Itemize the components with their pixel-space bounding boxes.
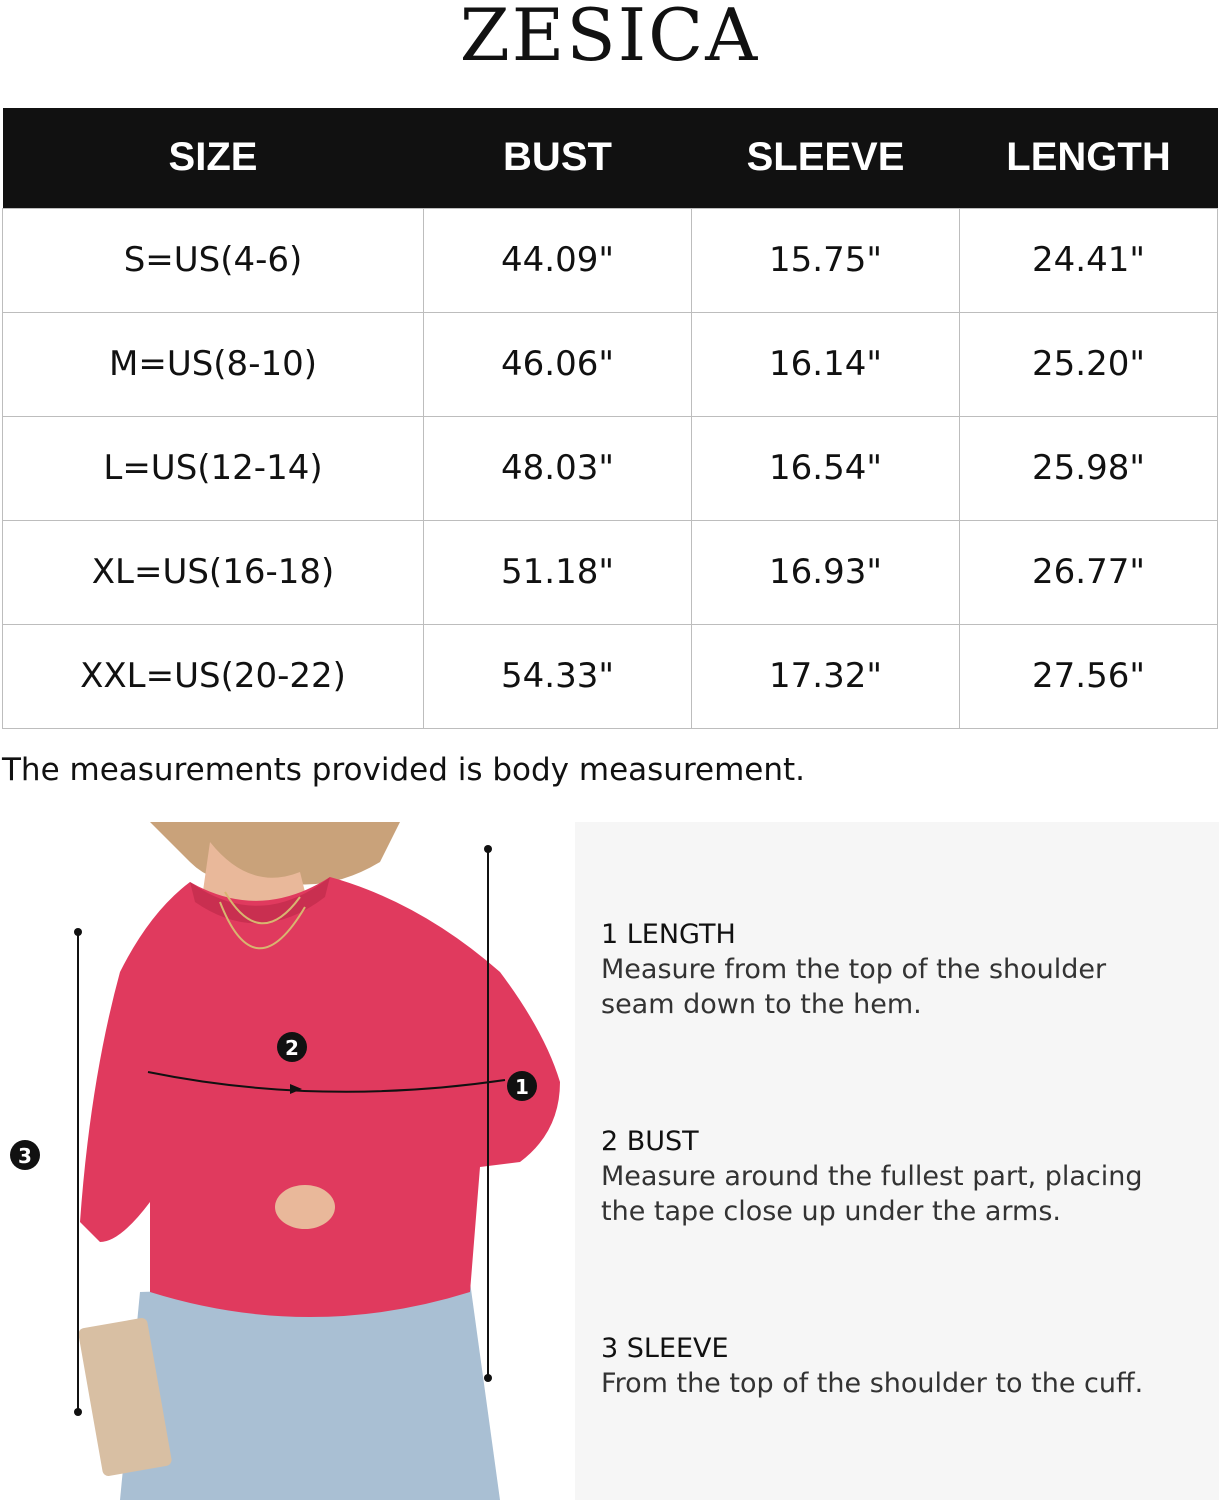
table-row: [3, 520, 1218, 624]
header-sleeve: SLEEVE: [692, 108, 960, 208]
bust-cell: 46.06": [424, 312, 692, 416]
header-size: SIZE: [3, 108, 424, 208]
sleeve-cell: 16.14": [692, 312, 960, 416]
table-row: [3, 312, 1218, 416]
measurement-guide-panel: [575, 822, 1219, 1500]
guide-bust: [601, 1125, 1201, 1229]
size-cell: XXL=US(20-22): [3, 624, 424, 728]
sleeve-cell: 15.75": [692, 208, 960, 312]
header-length: LENGTH: [960, 108, 1218, 208]
length-cell: 26.77": [960, 520, 1218, 624]
length-cell: 27.56": [960, 624, 1218, 728]
size-cell: M=US(8-10): [3, 312, 424, 416]
sleeve-line-end: [74, 928, 82, 936]
guide-bust-title: 2 BUST: [601, 1126, 699, 1157]
brand-logo: ZESICA: [459, 0, 760, 77]
bust-cell: 51.18": [424, 520, 692, 624]
guide-sleeve-desc: From the top of the shoulder to the cuff.: [601, 1368, 1144, 1399]
model-illustration: [0, 822, 575, 1500]
size-chart-table: [2, 108, 1218, 729]
marker-2-label: 2: [285, 1036, 299, 1060]
length-cell: 24.41": [960, 208, 1218, 312]
guide-bust-desc: Measure around the fullest part, placing the tape close up under the arms.: [601, 1161, 1143, 1227]
bust-cell: 44.09": [424, 208, 692, 312]
sleeve-cell: 16.54": [692, 416, 960, 520]
hand-shape: [275, 1185, 335, 1229]
size-cell: S=US(4-6): [3, 208, 424, 312]
bust-cell: 54.33": [424, 624, 692, 728]
table-row: [3, 416, 1218, 520]
table-row: [3, 624, 1218, 728]
measurement-note: The measurements provided is body measurement.: [2, 752, 806, 788]
length-line-end: [484, 845, 492, 853]
guide-length: [601, 918, 1201, 1022]
bust-cell: 48.03": [424, 416, 692, 520]
length-line-end: [484, 1374, 492, 1382]
guide-sleeve-title: 3 SLEEVE: [601, 1333, 729, 1364]
sleeve-cell: 16.93": [692, 520, 960, 624]
guide-sleeve: [601, 1332, 1201, 1401]
sleeve-line-end: [74, 1408, 82, 1416]
header-bust: BUST: [424, 108, 692, 208]
guide-length-title: 1 LENGTH: [601, 919, 736, 950]
table-header-row: [3, 108, 1218, 208]
marker-3-label: 3: [18, 1144, 32, 1168]
sweater-illustration: [0, 822, 575, 1500]
length-cell: 25.20": [960, 312, 1218, 416]
size-cell: L=US(12-14): [3, 416, 424, 520]
table-row: [3, 208, 1218, 312]
marker-1-label: 1: [515, 1075, 529, 1099]
sleeve-cell: 17.32": [692, 624, 960, 728]
size-cell: XL=US(16-18): [3, 520, 424, 624]
length-cell: 25.98": [960, 416, 1218, 520]
hair-shape: [150, 822, 400, 885]
guide-length-desc: Measure from the top of the shoulder seam down to the hem.: [601, 954, 1107, 1020]
